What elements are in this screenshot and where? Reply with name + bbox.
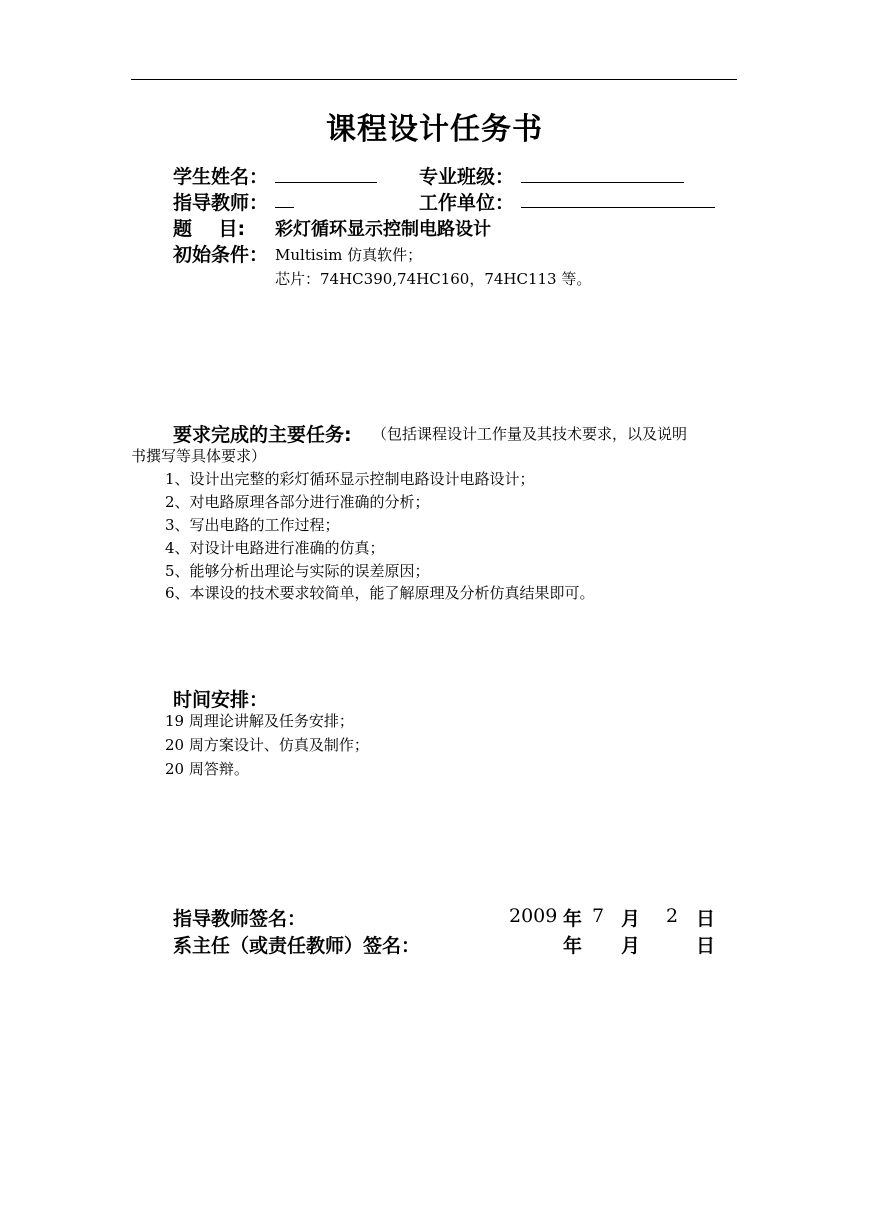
major-class-label: 专业班级： <box>419 166 515 188</box>
dept-head-date-day-unit: 日 <box>696 935 716 957</box>
work-unit-label: 工作单位： <box>419 192 515 214</box>
instructor-date-month-unit: 月 <box>621 908 641 930</box>
work-unit-blank[interactable] <box>521 207 715 208</box>
dept-head-sign-label: 系主任（或责任教师）签名： <box>173 935 421 957</box>
task-item: 5、能够分析出理论与实际的误差原因； <box>165 562 430 580</box>
instructor-sign-label: 指导教师签名： <box>173 908 307 930</box>
topic-value: 彩灯循环显示控制电路设计 <box>275 219 491 240</box>
instructor-date-month: 7 <box>592 905 605 927</box>
task-item: 4、对设计电路进行准确的仿真； <box>165 539 385 557</box>
instructor-date-day-unit: 日 <box>696 908 716 930</box>
schedule-heading: 时间安排： <box>173 689 269 711</box>
task-item: 2、对电路原理各部分进行准确的分析； <box>165 493 430 511</box>
initial-conditions-line1: Multisim 仿真软件； <box>275 246 423 264</box>
instructor-date-year: 2009 <box>509 905 558 927</box>
dept-head-date-year-unit: 年 <box>563 935 583 957</box>
instructor-blank[interactable] <box>275 207 294 208</box>
tasks-note-part2: 书撰写等具体要求） <box>131 447 267 465</box>
student-name-blank[interactable] <box>275 182 377 183</box>
schedule-item: 19 周理论讲解及任务安排； <box>165 712 354 730</box>
task-item: 3、写出电路的工作过程； <box>165 516 340 534</box>
schedule-item: 20 周方案设计、仿真及制作； <box>165 736 369 754</box>
tasks-heading: 要求完成的主要任务: <box>173 424 352 446</box>
topic-label: 题 目: <box>173 218 246 240</box>
task-item: 6、本课设的技术要求较简单，能了解原理及分析仿真结果即可。 <box>165 584 595 602</box>
major-class-blank[interactable] <box>521 182 684 183</box>
instructor-label: 指导教师： <box>173 192 269 214</box>
tasks-note-part1: （包括课程设计工作量及其技术要求，以及说明 <box>372 425 688 443</box>
header-rule <box>131 79 737 80</box>
initial-conditions-line2: 芯片：74HC390,74HC160，74HC113 等。 <box>275 270 592 288</box>
dept-head-date-month-unit: 月 <box>621 935 641 957</box>
instructor-date-day: 2 <box>666 905 679 927</box>
student-name-label: 学生姓名： <box>173 166 269 188</box>
task-item: 1、设计出完整的彩灯循环显示控制电路设计电路设计； <box>165 470 535 488</box>
document-title: 课程设计任务书 <box>326 112 543 147</box>
schedule-item: 20 周答辩。 <box>165 760 249 778</box>
initial-conditions-label: 初始条件： <box>173 244 269 266</box>
instructor-date-year-unit: 年 <box>563 908 583 930</box>
